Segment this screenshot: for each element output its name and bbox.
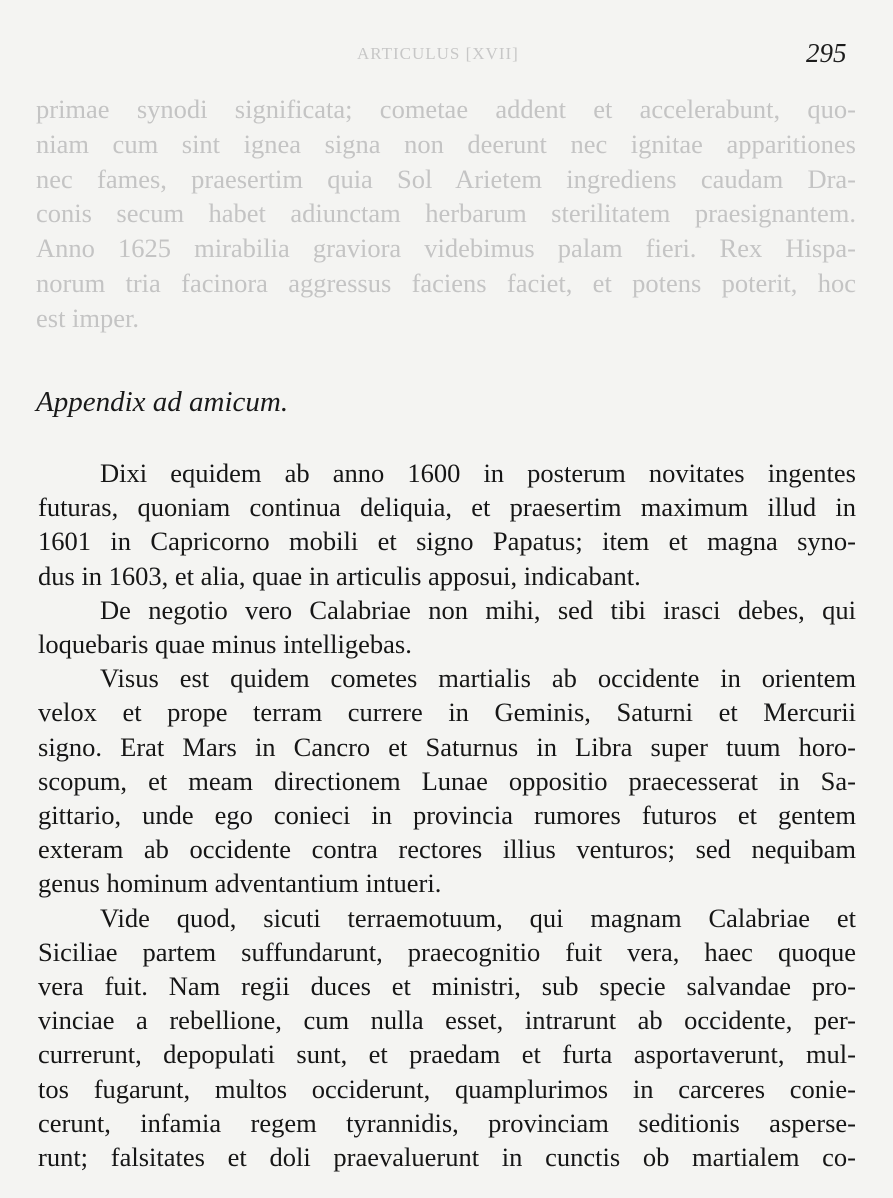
text-line: currerunt, depopulati sunt, et praedam et furta asportaverunt, mul-: [38, 1039, 856, 1070]
text-line: runt; falsitates et doli praevaluerunt in cunctis ob martialem co-: [38, 1142, 856, 1173]
faded-line: conis secum habet adiunctam herbarum sterilitatem praesignantem.: [36, 198, 856, 229]
text-line: velox et prope terram currere in Geminis, Saturni et Mercurii: [38, 697, 856, 728]
faded-line: nec fames, praesertim quia Sol Arietem ingrediens caudam Dra-: [36, 163, 856, 194]
text-line: Vide quod, sicuti terraemotuum, qui magnam Calabriae et: [100, 902, 856, 933]
page-header: [0, 38, 893, 78]
faded-line: primae synodi significata; cometae addent et accelerabunt, quo-: [36, 94, 856, 124]
text-line: vera fuit. Nam regii duces et ministri, sub specie salvandae pro-: [38, 971, 856, 1002]
text-line: dus in 1603, et alia, quae in articulis apposui, indicabant.: [38, 560, 641, 591]
faded-line: Anno 1625 mirabilia graviora videbimus palam fieri. Rex Hispa-: [36, 233, 856, 264]
faded-line: est imper.: [36, 302, 140, 333]
running-title: ARTICULUS [XVII]: [357, 44, 519, 63]
text-line: Siciliae partem suffundarunt, praecognitio fuit vera, haec quoque: [38, 936, 856, 967]
text-line: 1601 in Capricorno mobili et signo Papatus; item et magna syno-: [38, 526, 856, 557]
faded-paragraph: [36, 92, 856, 336]
text-line: De negotio vero Calabriae non mihi, sed tibi irasci debes, qui: [100, 594, 856, 625]
faded-line: norum tria facinora aggressus faciens faciet, et potens poterit, hoc: [36, 267, 856, 298]
text-line: gittario, unde ego conieci in provincia rumores futuros et gentem: [38, 800, 856, 831]
text-line: scopum, et meam directionem Lunae oppositio praecesserat in Sa-: [38, 765, 856, 796]
faded-line: niam cum sint ignea signa non deerunt nec ignitae apparitiones: [36, 128, 856, 159]
paragraph: [38, 456, 856, 593]
page-number: 295: [806, 38, 847, 68]
appendix-title: Appendix ad amicum.: [36, 386, 289, 418]
text-line: genus hominum adventantium intueri.: [38, 868, 442, 899]
text-line: Visus est quidem cometes martialis ab occidente in orientem: [100, 663, 856, 694]
text-line: exteram ab occidente contra rectores illius venturos; sed nequibam: [38, 834, 856, 865]
text-line: loquebaris quae minus intelligebas.: [38, 629, 412, 660]
text-line: futuras, quoniam continua deliquia, et praesertim maximum illud in: [38, 492, 856, 523]
paragraph: [38, 661, 856, 900]
text-line: signo. Erat Mars in Cancro et Saturnus in Libra super tuum horo-: [38, 731, 856, 762]
text-line: tos fugarunt, multos occiderunt, quamplurimos in carceres conie-: [38, 1073, 856, 1104]
paragraph: [38, 901, 856, 1175]
text-line: vinciae a rebellione, cum nulla esset, intrarunt ab occidente, per-: [38, 1005, 856, 1036]
text-line: cerunt, infamia regem tyrannidis, provinciam seditionis asperse-: [38, 1107, 856, 1138]
paragraph: [38, 593, 856, 661]
text-line: Dixi equidem ab anno 1600 in posterum novitates ingentes: [100, 458, 856, 488]
body-text: [38, 456, 856, 1174]
